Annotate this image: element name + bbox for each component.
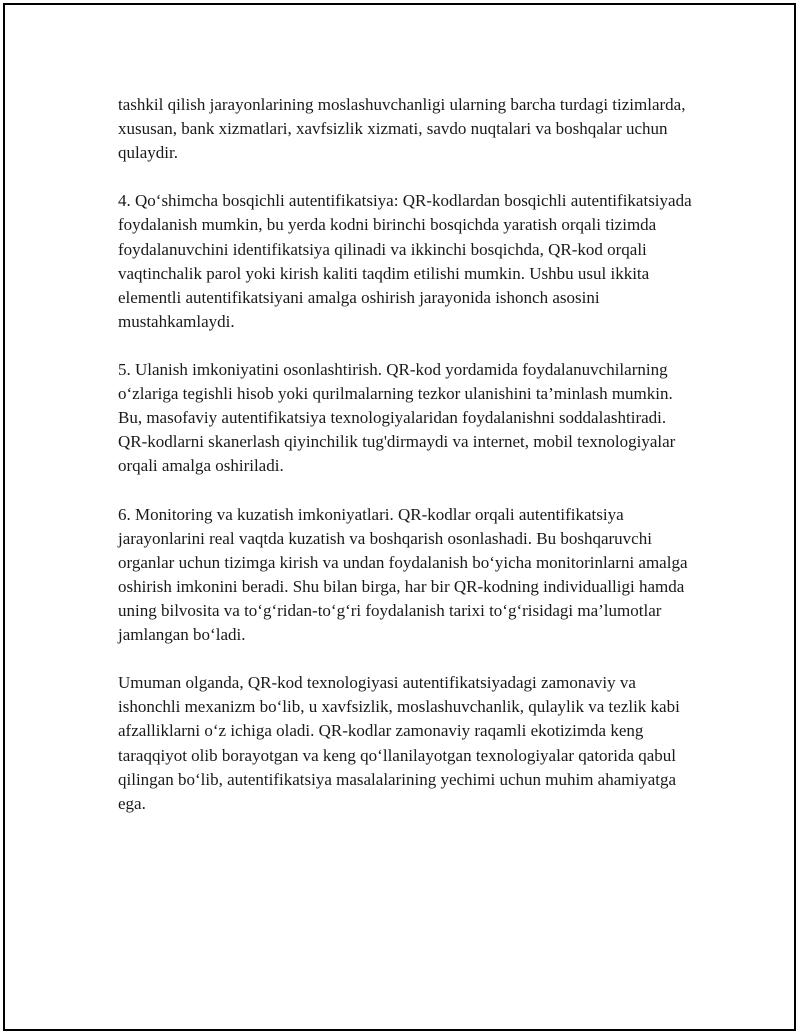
document-body xyxy=(118,93,698,816)
paragraph-item-6: 6. Monitoring va kuzatish imkoniyatlari. QR-kodlar orqali autentifikatsiya jarayonlarini real vaqtda kuzatish va boshqarish osonlashadi. Bu boshqaruvchi organlar uchun tizimga kirish va undan foydalanish bo‘yicha monitorinlarni amalga oshirish imkonini beradi. Shu bilan birga, har bir QR-kodning individualligi hamda uning bilvosita va to‘g‘ridan-to‘g‘ri foydalanish tarixi to‘g‘risidagi ma’lumotlar jamlangan bo‘ladi. xyxy=(118,504,688,645)
paragraph-continuation: tashkil qilish jarayonlarining moslashuvchanligi ularning barcha turdagi tizimlarda, xususan, bank xizmatlari, xavfsizlik xizmati, savdo nuqtalari va boshqalar uchun qulaydir. xyxy=(118,95,686,163)
paragraph-item-4: 4. Qo‘shimcha bosqichli autentifikatsiya: QR-kodlardan bosqichli autentifikatsiyada foydalanish mumkin, bu yerda kodni birinchi bosqichda yaratish orqali tizimda foydalanuvchini identifikatsiya qilinadi va ikkinchi bosqichda, QR-kod orqali vaqtinchalik parol yoki kirish kaliti taqdim etilishi mumkin. Ushbu usul ikkita elementli autentifikatsiyani amalga oshirish jarayonida ishonch asosini mustahkamlaydi. xyxy=(118,191,692,331)
paragraph-conclusion: Umuman olganda, QR-kod texnologiyasi autentifikatsiyadagi zamonaviy va ishonchli mexanizm bo‘lib, u xavfsizlik, moslashuvchanlik, qulaylik va tezlik kabi afzalliklarni o‘z ichiga oladi. QR-kodlar zamonaviy raqamli ekotizimda keng taraqqiyot olib borayotgan va keng qo‘llanilayotgan texnologiyalar qatorida qabul qilingan bo‘lib, autentifikatsiya masalalarining yechimi uchun muhim ahamiyatga ega. xyxy=(118,673,680,813)
paragraph-item-5: 5. Ulanish imkoniyatini osonlashtirish. QR-kod yordamida foydalanuvchilarning o‘zlariga tegishli hisob yoki qurilmalarning tezkor ulanishini ta’minlash mumkin. Bu, masofaviy autentifikatsiya texnologiyalaridan foydalanishni soddalashtiradi. QR-kodlarni skanerlash qiyinchilik tug'dirmaydi va internet, mobil texnologiyalar orqali amalga oshiriladi. xyxy=(118,360,676,476)
